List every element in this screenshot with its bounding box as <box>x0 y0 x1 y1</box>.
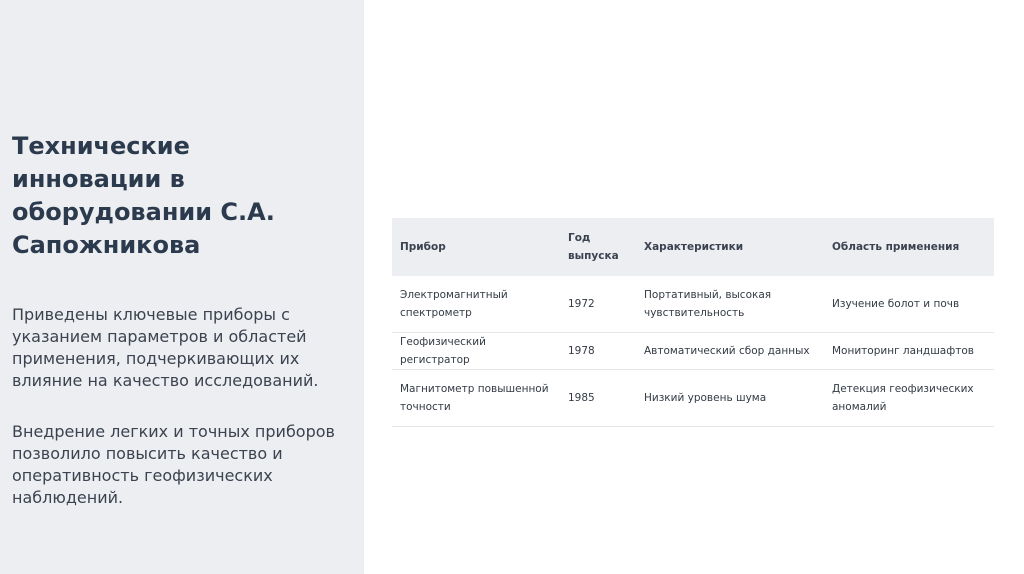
table-header-row <box>392 218 994 276</box>
cell-year: 1972 <box>560 276 636 333</box>
instruments-table <box>392 218 994 427</box>
left-panel <box>0 0 364 574</box>
conclusion-paragraph: Внедрение легких и точных приборов позволило повысить качество и оперативность геофизических наблюдений. <box>12 422 335 507</box>
cell-characteristics: Портативный, высокая чувствительность <box>636 276 824 333</box>
cell-application: Изучение болот и почв <box>824 276 994 333</box>
cell-characteristics: Низкий уровень шума <box>636 370 824 427</box>
slide-title: Технические инновации в оборудовании С.А. Сапожникова <box>12 132 275 259</box>
header-year: Год выпуска <box>560 218 636 276</box>
table-row <box>392 333 994 370</box>
cell-year: 1985 <box>560 370 636 427</box>
header-characteristics: Характеристики <box>636 218 824 276</box>
cell-device: Электромагнитный спектрометр <box>392 276 560 333</box>
cell-characteristics: Автоматический сбор данных <box>636 333 824 370</box>
intro-paragraph: Приведены ключевые приборы с указанием параметров и областей применения, подчеркивающих их влияние на качество исследований. <box>12 305 319 390</box>
cell-device: Геофизический регистратор <box>392 333 560 370</box>
instruments-table-container <box>392 218 994 427</box>
table-row <box>392 370 994 427</box>
cell-year: 1978 <box>560 333 636 370</box>
table-row <box>392 276 994 333</box>
cell-device: Магнитометр повышенной точности <box>392 370 560 427</box>
header-application: Область применения <box>824 218 994 276</box>
header-device: Прибор <box>392 218 560 276</box>
cell-application: Мониторинг ландшафтов <box>824 333 994 370</box>
cell-application: Детекция геофизических аномалий <box>824 370 994 427</box>
